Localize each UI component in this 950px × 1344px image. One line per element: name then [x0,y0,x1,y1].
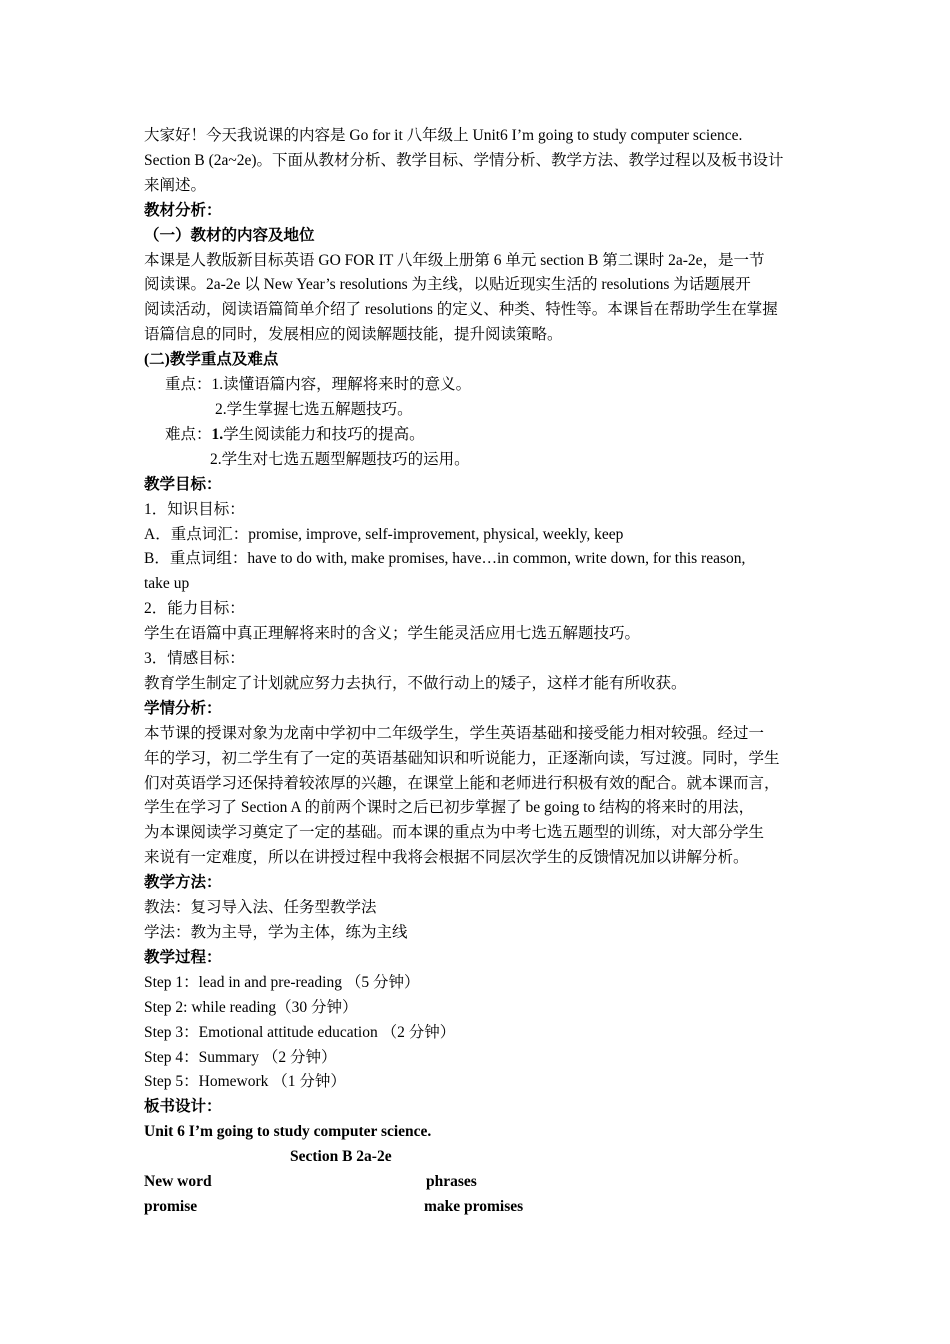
step-1: Step 1：lead in and pre-reading （5 分钟） [144,973,420,991]
students-line-1: 本节课的授课对象为龙南中学初中二年级学生，学生英语基础和接受能力相对较强。经过一 [144,724,765,742]
textbook-subheading-2: (二)教学重点及难点 [144,351,279,369]
board-col2-item: make promises [424,1197,524,1215]
teaching-method: 教法：复习导入法、任务型教学法 [144,899,377,917]
board-col2-head: phrases [426,1173,477,1191]
step-4: Step 4：Summary （2 分钟） [144,1048,337,1066]
goal-1-label: 1．知识目标： [144,500,245,518]
board-col1-item: promise [144,1197,198,1215]
students-heading: 学情分析： [144,699,222,717]
textbook-heading: 教材分析： [144,201,222,219]
board-title: Unit 6 I’m going to study computer science. [144,1123,432,1141]
goal-3-text: 教育学生制定了计划就应努力去执行，不做行动上的矮子，这样才能有所收获。 [144,674,687,692]
goal-phrases-line-2: take up [144,575,190,593]
methods-heading: 教学方法： [144,874,222,892]
students-line-5: 为本课阅读学习奠定了一定的基础。而本课的重点为中考七选五题型的训练，对大部分学生 [144,824,765,842]
difficult-text: 学生阅读能力和技巧的提高。 [223,425,425,443]
learning-method: 学法：教为主导，学为主体，练为主线 [144,924,408,941]
board-header-row [144,1170,816,1195]
process-heading: 教学过程： [144,948,222,966]
difficult-label: 难点： [165,425,212,443]
students-line-3: 们对英语学习还保持着较浓厚的兴趣，在课堂上能和老师进行积极有效的配合。就本课而言， [144,774,780,792]
step-3: Step 3：Emotional attitude education （2 分钟） [144,1023,456,1041]
board-item-row [144,1195,816,1220]
textbook-para-line-2: 阅读课。2a-2e 以 New Year’s resolutions 为主线，以贴近现实生活的 resolutions 为话题展开 [144,276,751,294]
key-point-2: 2.学生掌握七选五解题技巧。 [215,400,413,418]
board-section: Section B 2a-2e [290,1148,392,1166]
intro-line-1: 大家好！今天我说课的内容是 Go for it 八年级上 Unit6 I’m going to study computer science. [144,127,743,144]
intro-line-2: Section B (2a~2e)。下面从教材分析、教学目标、学情分析、教学方法、教学过程以及板书设计 [144,151,784,169]
students-line-2: 年的学习，初二学生有了一定的英语基础知识和听说能力，正逐渐向读，写过渡。同时，学生 [144,749,780,767]
students-line-4: 学生在学习了 Section A 的前两个课时之后已初步掌握了 be going to 结构的将来时的用法， [144,799,755,817]
textbook-para-line-3: 阅读活动，阅读语篇简单介绍了 resolutions 的定义、种类、特性等。本课旨在帮助学生在掌握 [144,301,778,319]
goal-phrases-line-1: B．重点词组：have to do with, make promises, have…in common, write down, for this reason, [144,550,746,568]
key-point-1: 重点：1.读懂语篇内容，理解将来时的意义。 [165,376,472,394]
goals-heading: 教学目标： [144,475,222,493]
goal-3-label: 3．情感目标： [144,650,245,668]
textbook-subheading-1: （一）教材的内容及地位 [144,226,315,244]
goal-vocab: A．重点词汇：promise, improve, self-improvement, physical, weekly, keep [144,525,624,543]
textbook-para-line-4: 语篇信息的同时，发展相应的阅读解题技能，提升阅读策略。 [144,326,563,344]
step-2: Step 2: while reading（30 分钟） [144,998,358,1016]
difficult-point-2: 2.学生对七选五题型解题技巧的运用。 [210,450,470,468]
difficult-point-1 [144,423,816,448]
board-heading: 板书设计： [144,1098,222,1116]
goal-2-label: 2．能力目标： [144,600,245,618]
difficult-number: 1. [211,425,224,443]
board-col1-head: New word [144,1173,212,1191]
textbook-para-line-1: 本课是人教版新目标英语 GO FOR IT 八年级上册第 6 单元 section B 第二课时 2a-2e，是一节 [144,251,765,269]
intro-line-3: 来阐述。 [144,176,207,194]
students-line-6: 来说有一定难度，所以在讲授过程中我将会根据不同层次学生的反馈情况加以讲解分析。 [144,849,749,867]
goal-2-text: 学生在语篇中真正理解将来时的含义；学生能灵活应用七选五解题技巧。 [144,625,641,643]
document-page [144,124,816,1220]
step-5: Step 5：Homework （1 分钟） [144,1073,346,1091]
